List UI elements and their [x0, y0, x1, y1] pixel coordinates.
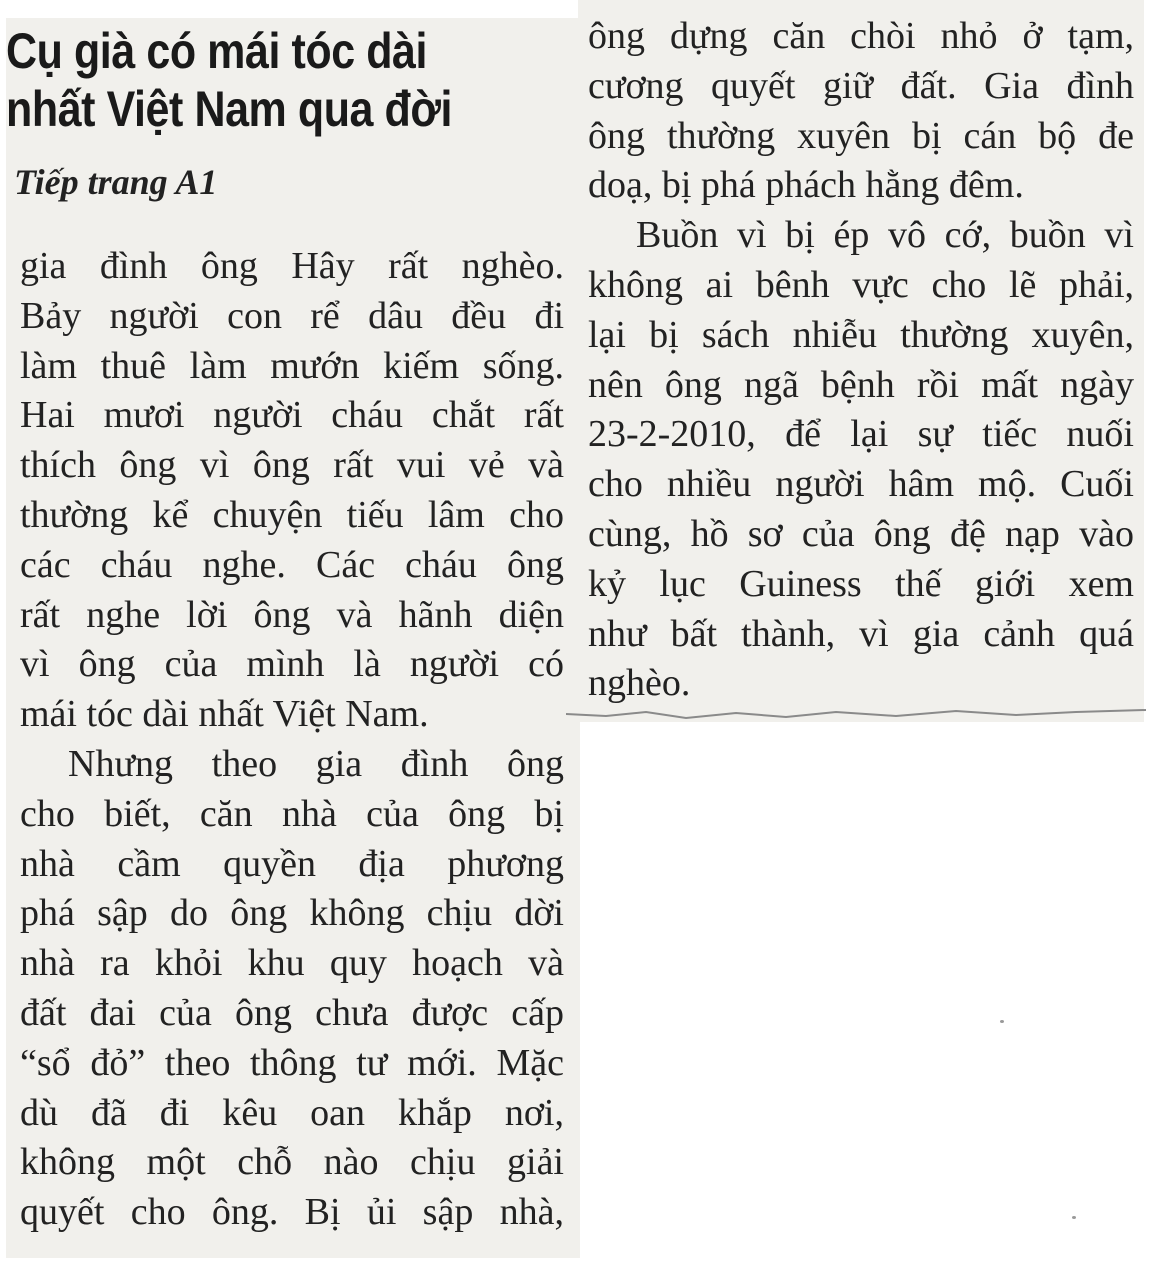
article-column-right — [588, 12, 1134, 709]
text-line: vì ông của mình là người có — [20, 643, 564, 686]
text-line: lại bị sách nhiễu thường xuyên, — [588, 313, 1134, 356]
article-column-left — [20, 242, 564, 1238]
text-line: nên ông ngã bệnh rồi mất ngày — [588, 363, 1134, 406]
print-speck — [1072, 1216, 1076, 1219]
text-line: Buồn vì bị ép vô cớ, buồn vì — [636, 214, 1134, 257]
text-line: không ai bênh vực cho lẽ phải, — [588, 263, 1134, 306]
text-line: thích ông vì ông rất vui vẻ và — [20, 444, 564, 487]
text-line: phá sập do ông không chịu dời — [20, 892, 564, 935]
text-line: ông thường xuyên bị cán bộ đe — [588, 114, 1134, 157]
text-line: cho nhiều người hâm mộ. Cuối — [588, 463, 1134, 506]
text-line: Bảy người con rể dâu đều đi — [20, 294, 564, 337]
text-line: gia đình ông Hây rất nghèo. — [20, 245, 564, 287]
text-line: mái tóc dài nhất Việt Nam. — [20, 693, 429, 736]
text-line: rất nghe lời ông và hãnh diện — [20, 593, 564, 636]
text-line: cùng, hồ sơ của ông đệ nạp vào — [588, 512, 1134, 555]
text-line: các cháu nghe. Các cháu ông — [20, 543, 564, 586]
text-line: cho biết, căn nhà của ông bị — [20, 792, 564, 835]
text-line: ông dựng căn chòi nhỏ ở tạm, — [588, 15, 1134, 57]
text-line: nghèo. — [588, 662, 691, 705]
text-line: cương quyết giữ đất. Gia đình — [588, 64, 1134, 107]
text-line: doạ, bị phá phách hằng đêm. — [588, 164, 1024, 207]
text-line: không một chỗ nào chịu giải — [20, 1141, 564, 1184]
text-line: như bất thành, vì gia cảnh quá — [588, 612, 1134, 655]
text-line: đất đai của ông chưa được cấp — [20, 991, 564, 1034]
text-line: Hai mươi người cháu chắt rất — [20, 394, 564, 437]
text-line: thường kể chuyện tiếu lâm cho — [20, 493, 564, 536]
text-line: Nhưng theo gia đình ông — [68, 742, 564, 785]
text-line: quyết cho ông. Bị ủi sập nhà, — [20, 1191, 564, 1234]
text-line: 23-2-2010, để lại sự tiếc nuối — [588, 413, 1134, 456]
headline-line: nhất Việt Nam qua đời — [6, 81, 453, 137]
headline — [6, 22, 488, 138]
print-speck — [1000, 1020, 1004, 1023]
text-line: nhà cầm quyền địa phương — [20, 842, 564, 885]
text-line: làm thuê làm mướn kiếm sống. — [20, 344, 564, 387]
text-line: dù đã đi kêu oan khắp nơi, — [20, 1091, 564, 1134]
text-line: “sổ đỏ” theo thông tư mới. Mặc — [20, 1041, 564, 1084]
continued-from-label: Tiếp trang A1 — [14, 162, 218, 202]
headline-line: Cụ già có mái tóc dài — [6, 23, 428, 79]
text-line: nhà ra khỏi khu quy hoạch và — [20, 942, 564, 985]
text-line: kỷ lục Guiness thế giới xem — [588, 562, 1134, 605]
